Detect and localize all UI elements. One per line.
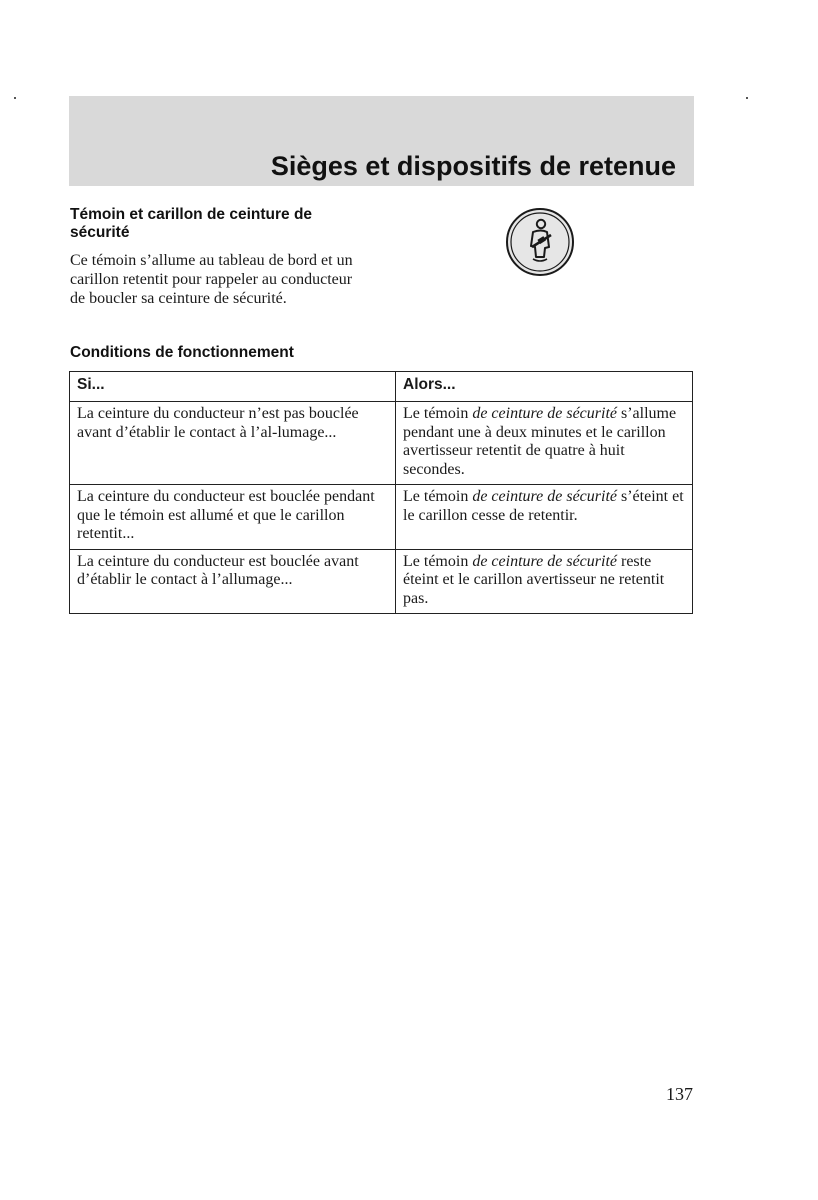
result-text: Le témoin — [403, 552, 473, 570]
chapter-title: Sièges et dispositifs de retenue — [270, 151, 676, 181]
result-term: de ceinture de sécurité — [472, 405, 617, 422]
result-text: s’éteint et le carillon cesse de retentir. — [403, 488, 684, 524]
crop-mark-right — [746, 97, 748, 99]
column-header-alors: Alors... — [396, 372, 693, 402]
cell-condition: La ceinture du conducteur est bouclée avant d’établir le contact à l’allumage... — [70, 549, 396, 614]
result-text: reste éteint et le carillon avertisseur ne retentit pas. — [403, 552, 665, 607]
cell-result — [396, 402, 693, 485]
table-header-row — [70, 372, 693, 402]
seatbelt-warning-icon — [505, 207, 575, 277]
result-text: Le témoin — [403, 405, 473, 422]
table-row — [70, 402, 693, 485]
conditions-heading: Conditions de fonctionnement — [70, 344, 294, 361]
table-row — [70, 485, 693, 550]
crop-mark-left — [14, 97, 16, 99]
page-number: 137 — [666, 1084, 693, 1104]
table-row — [70, 549, 693, 614]
conditions-table — [69, 371, 693, 614]
cell-result — [396, 485, 693, 550]
column-header-si: Si... — [70, 372, 396, 402]
result-text: Le témoin — [403, 488, 473, 505]
cell-result — [396, 549, 693, 614]
cell-condition: La ceinture du conducteur est bouclée pendant que le témoin est allumé et que le carillon retentit... — [70, 485, 396, 550]
chapter-header — [69, 96, 694, 186]
result-term: de ceinture de sécurité — [472, 488, 617, 505]
section-heading: Témoin et carillon de ceinture de sécurité — [70, 206, 313, 241]
result-text: s’allume pendant une à deux minutes et le carillon avertisseur retentit de quatre à huit secondes. — [403, 405, 677, 478]
section-body: Ce témoin s’allume au tableau de bord et un carillon retentit pour rappeler au conducteur de boucler sa ceinture de sécurité. — [70, 252, 353, 307]
result-term: de ceinture de sécurité — [472, 552, 617, 570]
cell-condition: La ceinture du conducteur n’est pas bouclée avant d’établir le contact à l’al-lumage... — [70, 402, 396, 485]
